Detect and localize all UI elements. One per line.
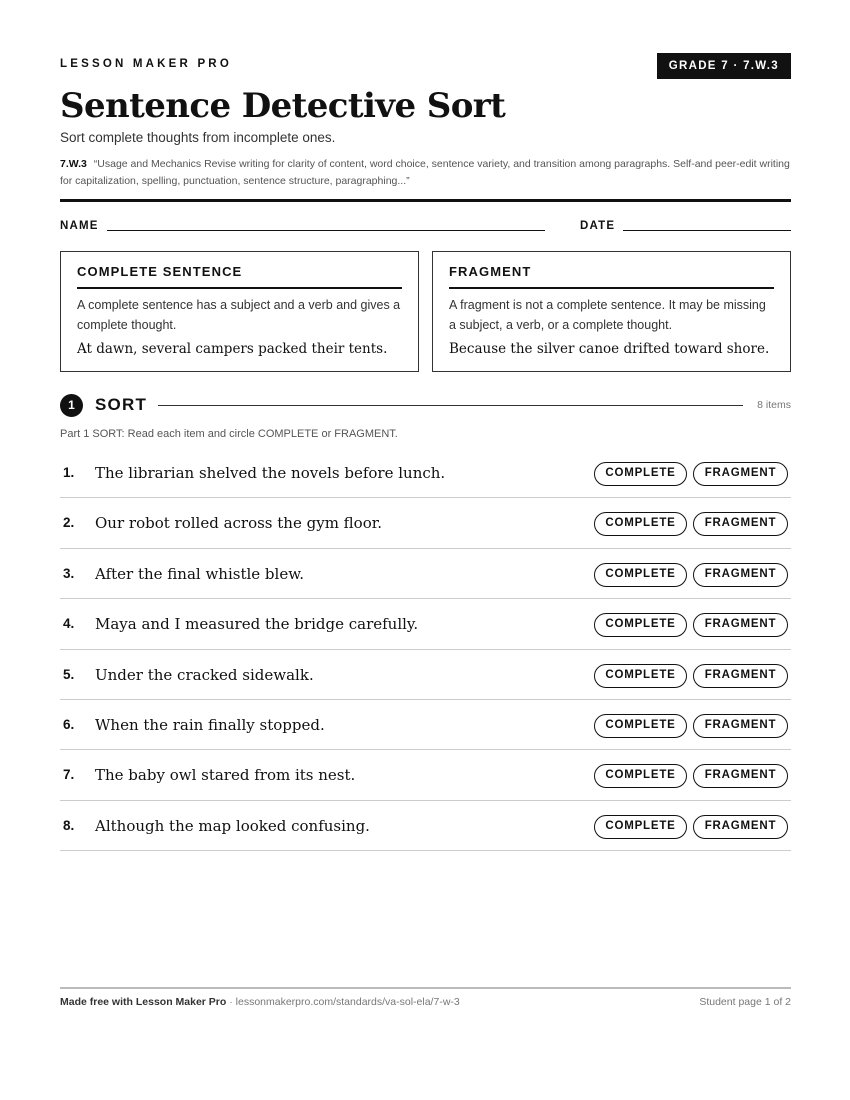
- complete-sentence-title: COMPLETE SENTENCE: [77, 264, 402, 289]
- fragment-definition: A fragment is not a complete sentence. It may be missing a subject, a verb, or a complete thought.: [449, 298, 766, 332]
- complete-sentence-box: [60, 251, 419, 372]
- fragment-example: Because the silver canoe drifted toward shore.: [449, 341, 770, 357]
- fragment-option[interactable]: FRAGMENT: [693, 815, 788, 839]
- footer-credit: [60, 996, 460, 1008]
- complete-sentence-example: At dawn, several campers packed their tents.: [77, 341, 388, 357]
- item-sentence: The baby owl stared from its nest.: [95, 766, 356, 785]
- item-sentence: The librarian shelved the novels before lunch.: [95, 464, 446, 482]
- footer-made-with: Made free with Lesson Maker Pro: [60, 996, 227, 1008]
- list-item: [60, 599, 791, 649]
- item-number: 4.: [63, 616, 75, 632]
- item-sentence: Although the map looked confusing.: [95, 816, 370, 835]
- list-item: [60, 801, 791, 851]
- section-divider: [158, 405, 743, 406]
- date-label: DATE: [580, 220, 616, 232]
- section-instructions: Part 1 SORT: Read each item and circle COMPLETE or FRAGMENT.: [60, 428, 398, 440]
- page-title: Sentence Detective Sort: [60, 86, 506, 126]
- footer-url: · lessonmakerpro.com/standards/va-sol-ela/7-w-3: [226, 996, 460, 1008]
- item-number: 1.: [63, 465, 75, 480]
- item-number: 7.: [63, 767, 75, 783]
- standard-code: 7.W.3: [60, 158, 87, 170]
- item-sentence: Under the cracked sidewalk.: [95, 665, 314, 684]
- section-title: SORT: [95, 395, 148, 414]
- list-item: [60, 750, 791, 800]
- complete-option[interactable]: COMPLETE: [594, 714, 687, 738]
- standard-text: “Usage and Mechanics Revise writing for clarity of content, word choice, sentence variety, and transition among paragraphs. Self-and peer-edit writing for capitalization, spelling, punctuation, sentence structure, paragraphing...”: [60, 158, 790, 187]
- fragment-option[interactable]: FRAGMENT: [693, 664, 788, 688]
- list-item: [60, 549, 791, 599]
- list-item: [60, 448, 791, 498]
- date-field[interactable]: [623, 230, 791, 231]
- fragment-option[interactable]: FRAGMENT: [693, 462, 788, 486]
- grade-badge: GRADE 7 · 7.W.3: [657, 53, 791, 79]
- complete-sentence-definition: A complete sentence has a subject and a verb and gives a complete thought.: [77, 298, 401, 332]
- name-label: NAME: [60, 220, 99, 232]
- sort-item-list: [60, 448, 791, 851]
- item-sentence: Our robot rolled across the gym floor.: [95, 514, 383, 533]
- list-item: [60, 700, 791, 750]
- complete-option[interactable]: COMPLETE: [594, 815, 687, 839]
- fragment-title: FRAGMENT: [449, 264, 774, 289]
- complete-option[interactable]: COMPLETE: [594, 613, 687, 637]
- fragment-option[interactable]: FRAGMENT: [693, 714, 788, 738]
- item-sentence: When the rain finally stopped.: [95, 715, 325, 734]
- brand-name: LESSON MAKER PRO: [60, 58, 232, 70]
- item-sentence: Maya and I measured the bridge carefully.: [95, 615, 419, 634]
- complete-option[interactable]: COMPLETE: [594, 563, 687, 587]
- item-sentence: After the final whistle blew.: [95, 564, 305, 583]
- item-number: 5.: [63, 666, 75, 682]
- page-subtitle: Sort complete thoughts from incomplete ones.: [60, 130, 336, 145]
- complete-option[interactable]: COMPLETE: [594, 764, 687, 788]
- item-number: 6.: [63, 716, 75, 732]
- item-count: 8 items: [757, 399, 791, 411]
- fragment-option[interactable]: FRAGMENT: [693, 512, 788, 536]
- list-item: [60, 650, 791, 700]
- footer-divider: [60, 987, 791, 989]
- complete-option[interactable]: COMPLETE: [594, 664, 687, 688]
- fragment-box: [432, 251, 791, 372]
- item-number: 2.: [63, 515, 75, 531]
- header-divider: [60, 199, 791, 202]
- fragment-option[interactable]: FRAGMENT: [693, 563, 788, 587]
- fragment-option[interactable]: FRAGMENT: [693, 613, 788, 637]
- section-number-badge: 1: [60, 394, 83, 417]
- item-number: 3.: [63, 565, 75, 581]
- item-number: 8.: [63, 817, 75, 833]
- complete-option[interactable]: COMPLETE: [594, 462, 687, 486]
- standard-description: [60, 156, 791, 190]
- page-indicator: Student page 1 of 2: [699, 996, 791, 1008]
- complete-option[interactable]: COMPLETE: [594, 512, 687, 536]
- fragment-option[interactable]: FRAGMENT: [693, 764, 788, 788]
- name-field[interactable]: [107, 230, 545, 231]
- worksheet-page: [60, 0, 791, 1100]
- list-item: [60, 498, 791, 548]
